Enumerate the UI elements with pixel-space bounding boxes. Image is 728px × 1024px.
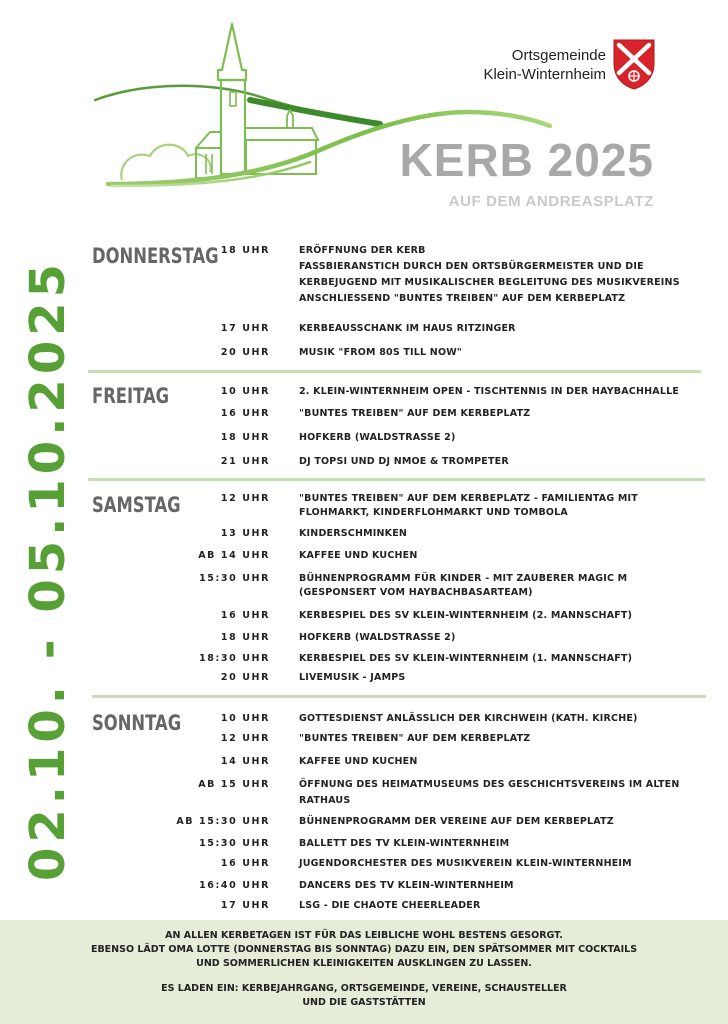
event-line: BALLETT DES TV KLEIN-WINTERNHEIM [299, 838, 510, 849]
footer-line: EBENSO LÄDT OMA LOTTE (DONNERSTAG BIS SONNTAG) DAZU EIN, DEN SPÄTSOMMER MIT COCKTAILS [90, 944, 638, 955]
event-description [299, 609, 699, 623]
event-description [299, 455, 699, 469]
event-time: 12 UHR [220, 733, 270, 744]
event-description [299, 815, 699, 829]
page-subtitle: AUF DEM ANDREASPLATZ [448, 193, 654, 210]
municipality-name [483, 46, 606, 84]
event-description [299, 572, 699, 600]
event-line: KERBEAUSSCHANK IM HAUS RITZINGER [299, 323, 516, 334]
event-line: JUGENDORCHESTER DES MUSIKVEREIN KLEIN-WINTERNHEIM [299, 858, 632, 869]
event-description [299, 899, 699, 913]
event-time: 12 UHR [220, 493, 270, 504]
event-description [299, 732, 699, 746]
footer-line: ES LADEN EIN: KERBEJAHRGANG, ORTSGEMEINDE, VEREINE, SCHAUSTELLER [161, 983, 567, 994]
event-time: 15:30 UHR [199, 573, 270, 584]
event-line: KAFFEE UND KUCHEN [299, 550, 418, 561]
event-line: RATHAUS [299, 795, 351, 806]
event-time: 18:30 UHR [199, 653, 270, 664]
page-title: KERB 2025 [399, 134, 654, 186]
event-time: 18 UHR [220, 245, 270, 256]
event-description [299, 549, 699, 563]
event-line: FASSBIERANSTICH DURCH DEN ORTSBÜRGERMEISTER UND DIE [299, 261, 644, 272]
event-time: AB 15 UHR [198, 779, 270, 790]
event-time: 17 UHR [220, 900, 270, 911]
event-time: 15:30 UHR [199, 838, 270, 849]
event-time: 10 UHR [220, 713, 270, 724]
event-description [299, 671, 699, 685]
event-time: 10 UHR [220, 386, 270, 397]
event-line: KERBEJUGEND MIT MUSIKALISCHER BEGLEITUNG DES MUSIKVEREINS [299, 277, 680, 288]
event-time: 17 UHR [220, 323, 270, 334]
event-line: "BUNTES TREIBEN" AUF DEM KERBEPLATZ - FAMILIENTAG MIT [299, 493, 638, 504]
event-time: 20 UHR [220, 672, 270, 683]
event-description [299, 407, 699, 421]
event-description [299, 244, 699, 306]
day-heading-freitag: FREITAG [92, 384, 170, 408]
event-time: AB 15:30 UHR [176, 816, 270, 827]
event-description [299, 631, 699, 645]
day-heading-samstag: SAMSTAG [92, 493, 181, 517]
event-description [299, 346, 699, 360]
event-line: KERBESPIEL DES SV KLEIN-WINTERNHEIM (1. MANNSCHAFT) [299, 653, 633, 664]
event-description [299, 385, 699, 399]
day-divider [92, 695, 706, 698]
event-description [299, 527, 699, 541]
footer-notice [0, 920, 728, 1024]
org-line-1: Ortsgemeinde [511, 47, 606, 64]
event-line: BÜHNENPROGRAMM DER VEREINE AUF DEM KERBEPLATZ [299, 816, 614, 827]
event-time: 13 UHR [220, 528, 270, 539]
event-time: 18 UHR [220, 432, 270, 443]
footer-line: UND DIE GASTSTÄTTEN [302, 997, 426, 1008]
event-line: (GESPONSERT VOM HAYBACHBASARTEAM) [299, 587, 533, 598]
event-description [299, 492, 699, 520]
event-line: "BUNTES TREIBEN" AUF DEM KERBEPLATZ [299, 408, 531, 419]
event-line: LSG - DIE CHAOTE CHEERLEADER [299, 900, 481, 911]
event-line: BÜHNENPROGRAMM FÜR KINDER - MIT ZAUBERER MAGIC M [299, 573, 628, 584]
event-description [299, 652, 699, 666]
event-line: ERÖFFNUNG DER KERB [299, 245, 426, 256]
event-line: "BUNTES TREIBEN" AUF DEM KERBEPLATZ [299, 733, 531, 744]
event-description [299, 322, 699, 336]
day-heading-sonntag: SONNTAG [92, 711, 182, 735]
day-divider [88, 478, 705, 481]
event-line: GOTTESDIENST ANLÄSSLICH DER KIRCHWEIH (KATH. KIRCHE) [299, 713, 638, 724]
event-description [299, 778, 699, 808]
event-line: 2. KLEIN-WINTERNHEIM OPEN - TISCHTENNIS IN DER HAYBACHHALLE [299, 386, 680, 397]
org-line-2: Klein-Winternheim [483, 66, 606, 83]
event-description [299, 857, 699, 871]
event-line: KINDERSCHMINKEN [299, 528, 408, 539]
event-time: 16 UHR [220, 408, 270, 419]
event-line: HOFKERB (WALDSTRASSE 2) [299, 432, 456, 443]
event-time: AB 14 UHR [198, 550, 270, 561]
event-line: LIVEMUSIK - JAMPS [299, 672, 406, 683]
coat-of-arms-icon [612, 38, 656, 90]
event-line: HOFKERB (WALDSTRASSE 2) [299, 632, 456, 643]
footer-line: AN ALLEN KERBETAGEN IST FÜR DAS LEIBLICHE WOHL BESTENS GESORGT. [165, 930, 563, 941]
event-line: ANSCHLIESSEND "BUNTES TREIBEN" AUF DEM KERBEPLATZ [299, 293, 626, 304]
event-description [299, 431, 699, 445]
event-line: MUSIK "FROM 80S TILL NOW" [299, 347, 463, 358]
event-time: 14 UHR [220, 756, 270, 767]
event-description [299, 712, 699, 726]
event-line: ÖFFNUNG DES HEIMATMUSEUMS DES GESCHICHTSVEREINS IM ALTEN [299, 779, 680, 790]
event-description [299, 755, 699, 769]
event-time: 20 UHR [220, 347, 270, 358]
event-time: 21 UHR [220, 456, 270, 467]
event-time: 18 UHR [220, 632, 270, 643]
event-line: DANCERS DES TV KLEIN-WINTERNHEIM [299, 880, 514, 891]
event-line: KERBESPIEL DES SV KLEIN-WINTERNHEIM (2. MANNSCHAFT) [299, 610, 633, 621]
day-divider [88, 370, 701, 373]
event-line: FLOHMARKT, KINDERFLOHMARKT UND TOMBOLA [299, 507, 568, 518]
event-line: KAFFEE UND KUCHEN [299, 756, 418, 767]
date-range-text: 02.10. - 05.10.2025 [20, 258, 76, 882]
event-description [299, 837, 699, 851]
event-time: 16:40 UHR [199, 880, 270, 891]
event-time: 16 UHR [220, 610, 270, 621]
event-line: DJ TOPSI UND DJ NMOE & TROMPETER [299, 456, 509, 467]
event-time: 16 UHR [220, 858, 270, 869]
footer-line: UND SOMMERLICHEN KLEINIGKEITEN AUSKLINGEN ZU LASSEN. [196, 958, 532, 969]
event-description [299, 879, 699, 893]
day-heading-donnerstag: DONNERSTAG [92, 244, 219, 268]
